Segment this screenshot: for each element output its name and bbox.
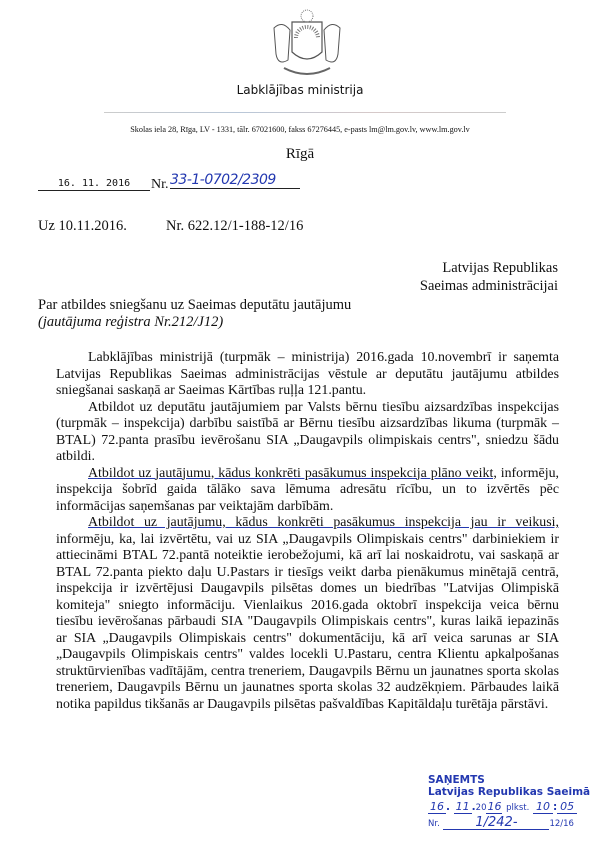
- document-number-label: Nr.: [151, 177, 169, 192]
- stamp-day: 16: [430, 800, 444, 813]
- letter-body: [56, 350, 559, 713]
- recipient-line: Latvijas Republikas: [442, 260, 558, 276]
- stamp-title: SAŅEMTS: [428, 774, 485, 786]
- document-date: 16. 11. 2016: [38, 178, 150, 191]
- subject-reference: (jautājuma reģistra Nr.212/J12): [38, 314, 224, 330]
- underlined-question: Atbildot uz jautājumu, kādus konkrēti pasākumus inspekcija plāno veikt,: [88, 465, 497, 481]
- ministry-name: Labklājības ministrija: [236, 83, 364, 97]
- subject: [38, 297, 351, 331]
- paragraph: [56, 515, 559, 713]
- header-divider: [104, 112, 506, 113]
- coat-of-arms-logo: [264, 8, 350, 80]
- stamp-year-prefix: 20: [475, 803, 487, 813]
- recipient-line: Saeimas administrācijai: [419, 278, 558, 294]
- subject-title: Par atbildes sniegšanu uz Saeimas deputātu jautājumu: [38, 297, 352, 313]
- stamp-hour: 10: [533, 801, 553, 814]
- underlined-question: Atbildot uz jautājumu, kādus konkrēti pasākumus inspekcija jau ir veikusi,: [88, 515, 559, 530]
- stamp-nr-suffix: 12/16: [549, 819, 574, 829]
- paragraph-text: informēju, inspekcija šobrīd gaida tālāko sava lēmuma adresātu rīcību, un to izvērtēs pēc informācijas saņemšanas par veiktajām darbībām.: [56, 465, 559, 514]
- paragraph: Labklājības ministrijā (turpmāk – ministrija) 2016.gada 10.novembrī ir saņemta Latvijas Republikas Saeimas administrācijas vēstule ar deputātu jautājumu atbildes sniegšanai saskaņā ar Saeimas Kārtības ruļļa 121.pantu.: [56, 350, 559, 398]
- recipient: [420, 259, 558, 295]
- stamp-month: 11: [455, 800, 470, 813]
- paragraph: Atbildot uz deputātu jautājumiem par Valsts bērnu tiesību aizsardzības inspekcijas (turpmāk – inspekcija) darbību saistībā ar Bērnu tiesību aizsardzības likuma (turpmāk – BTAL) 72.panta prasību ievērošanu SIA „Daugavpils olimpiskais centrs", sniedzu šādu atbildi.: [56, 399, 559, 464]
- paragraph-text: informēju, ka, lai izvērtētu, vai uz SIA „Daugavpils Olimpiskais centrs" darbiniekiem ir attiecināmi BTAL 72.pantā noteiktie ierobežojumi, kā arī lai noskaidrotu, vai saskaņā ar BTAL 72.panta piekto daļu U.Pastars ir tiesīgs veikt darba pienākumus minētajā centrā, inspekcija ir izvērtējusi Daugavpils pilsētas domes un biedrības "Latvijas Olimpiskā komiteja" sniegto informāciju. Vienlaikus 2016.gada oktobrī inspekcija veica bērnu tiesību ievērošanas pārbaudi SIA "Daugavpils Olimpiskais centrs", kuras laikā iepazinās ar SIA „Daugavpils Olimpiskais centrs" dokumentāciju, kā arī veica sarunas ar SIA „Daugavpils Olimpiskais centrs" valdes locekli U.Pastaru, centra Klientu apkalpošanas struktūrvienības vadītājām, centra treneriem, Daugavpils Bērnu un jaunatnes sporta skolas treneriem, Daugavpils Bērnu un jaunatnes sporta skolas 32 audzēkņiem. Pārbaudes laikā notika papildus tikšanās ar Daugavpils pilsētas pašvaldības Kapitāldaļu turētāja pārstāvi.: [56, 531, 559, 712]
- city: Rīgā: [285, 146, 315, 162]
- reply-to-number: Nr. 622.12/1-188-12/16: [166, 218, 304, 234]
- paragraph: [56, 466, 559, 516]
- stamp-time-label: plkst.: [506, 803, 530, 813]
- stamp-org: Latvijas Republikas Saeimā: [428, 786, 591, 798]
- stamp-nr-label: Nr.: [428, 819, 440, 829]
- stamp-year: 16: [487, 800, 502, 813]
- stamp-minute: 05: [557, 801, 577, 814]
- ministry-address: Skolas iela 28, Rīga, LV - 1331, tālr. 67021600, fakss 67276445, e-pasts lm@lm.gov.lv, www.lm.gov.lv: [130, 125, 470, 134]
- received-stamp: SAŅEMTS Latvijas Republikas Saeimā 16 . 11 .2016 plkst. 10 : 05 Nr. 1/242- 12/16: [428, 774, 591, 830]
- stamp-number: 1/242-: [443, 817, 549, 830]
- document-number: 33-1-0702/2309: [170, 172, 300, 189]
- reply-to-date: Uz 10.11.2016.: [38, 218, 127, 234]
